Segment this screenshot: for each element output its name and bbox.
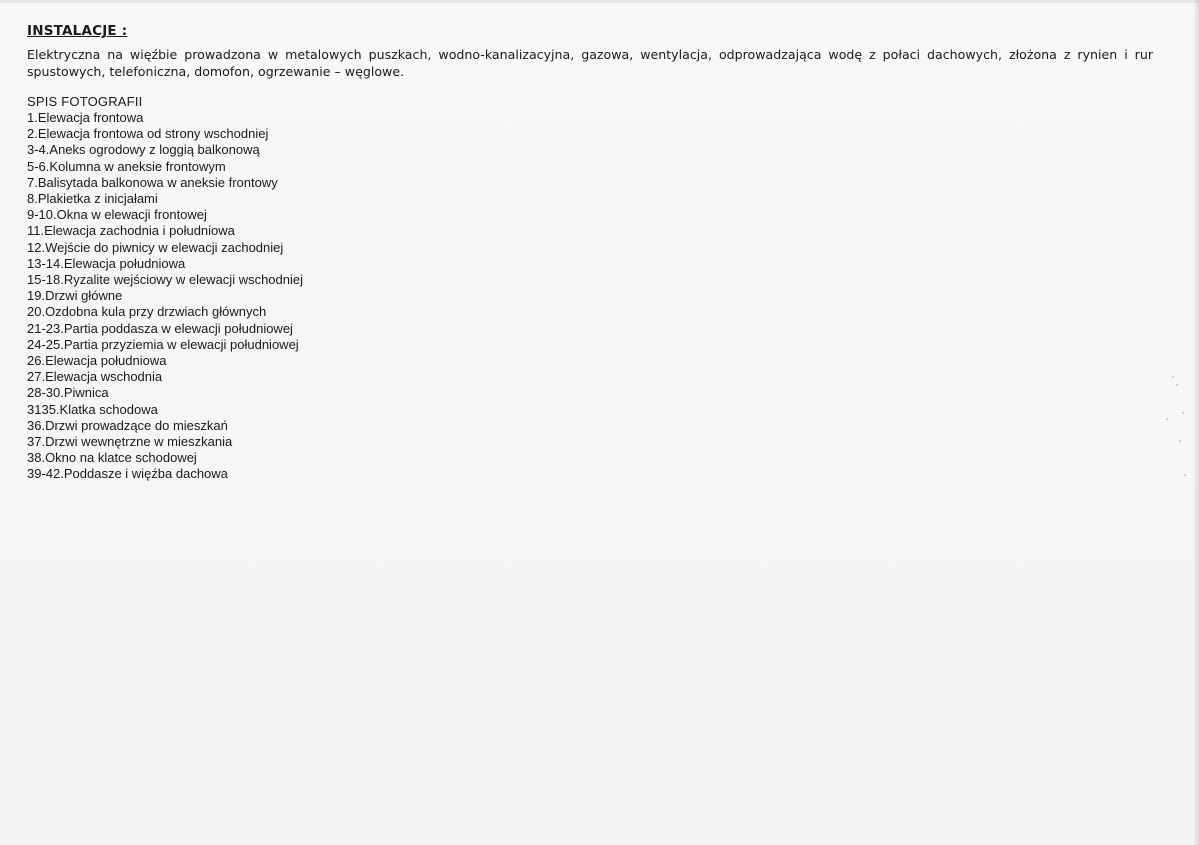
photo-list-item: 12.Wejście do piwnicy w elewacji zachodniej xyxy=(27,239,284,255)
photo-list-item: 21-23.Partia poddasza w elewacji południowej xyxy=(27,320,293,336)
photo-list-item: 7.Balisytada balkonowa w aneksie frontowy xyxy=(27,174,278,190)
installations-description: Elektryczna na więźbie prowadzona w metalowych puszkach, wodno-kanalizacyjna, gazowa, wentylacja, odprowadzająca wodę z połaci dachowych, złożona z rynien i rur spustowych, telefoniczna, domofon, ogrzewanie – węglowe. xyxy=(27,47,1153,79)
photo-list-item: 1.Elewacja frontowa xyxy=(27,110,144,125)
scan-edge-top xyxy=(0,0,1199,3)
scan-speck xyxy=(1182,412,1184,414)
photo-list-item: 27.Elewacja wschodnia xyxy=(27,369,163,385)
photo-list-title: SPIS FOTOGRAFII xyxy=(27,94,143,109)
photo-list-item: 36.Drzwi prowadzące do mieszkań xyxy=(27,417,228,433)
photo-list-item: 26.Elewacja południowa xyxy=(27,353,167,369)
photo-list-item: 8.Plakietka z inicjałami xyxy=(27,191,158,207)
photo-list-item: 28-30.Piwnica xyxy=(27,385,109,401)
scan-edge-right xyxy=(1193,0,1199,845)
photo-list-item: 2.Elewacja frontowa od strony wschodniej xyxy=(27,126,269,142)
photo-list-item: 5-6.Kolumna w aneksie frontowym xyxy=(27,158,226,174)
photo-list-item: 39-42.Poddasze i więźba dachowa xyxy=(27,466,228,482)
scan-speck xyxy=(1184,474,1186,476)
scan-speck xyxy=(1179,440,1181,442)
photo-list-item: 11.Elewacja zachodnia i południowa xyxy=(27,223,235,239)
photo-list-item: 9-10.Okna w elewacji frontowej xyxy=(27,207,207,223)
photo-list-item: 3135.Klatka schodowa xyxy=(27,401,158,417)
photo-list-item: 37.Drzwi wewnętrzne w mieszkania xyxy=(27,434,233,450)
photo-list-item: 38.Okno na klatce schodowej xyxy=(27,450,197,466)
photo-list-item: 3-4.Aneks ogrodowy z loggią balkonową xyxy=(27,142,260,158)
photo-list-item: 15-18.Ryzalite wejściowy w elewacji wschodniej xyxy=(27,272,304,288)
installations-heading: INSTALACJE : xyxy=(27,23,128,39)
photo-list xyxy=(27,110,303,483)
scan-speck xyxy=(1176,384,1178,386)
photo-list-item: 19.Drzwi główne xyxy=(27,288,123,304)
photo-list-item: 24-25.Partia przyziemia w elewacji południowej xyxy=(27,336,299,352)
photo-list-item: 13-14.Elewacja południowa xyxy=(27,255,186,271)
scan-speck xyxy=(1172,376,1174,378)
scan-speck xyxy=(1166,418,1168,420)
photo-list-item: 20.Ozdobna kula przy drzwiach głównych xyxy=(27,304,267,320)
